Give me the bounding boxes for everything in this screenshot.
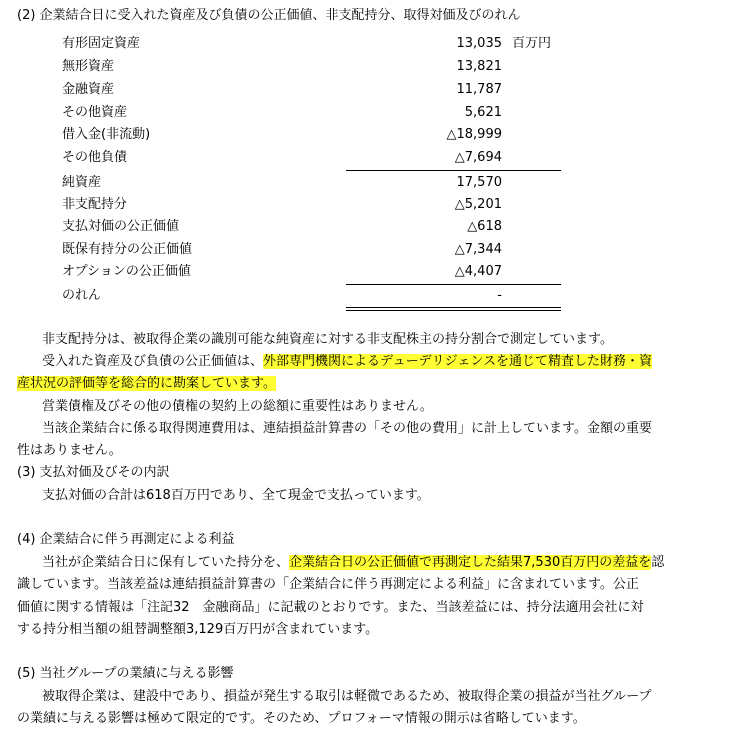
highlighted-text: 産状況の評価等を総合的に勘案しています。 xyxy=(17,376,276,391)
section4-text: 当社が企業結合日に保有していた持分を、 xyxy=(42,555,290,570)
row-label: その他資産 xyxy=(62,105,128,120)
section4-heading: (4) 企業結合に伴う再測定による利益 xyxy=(17,532,235,547)
row-value: △5,201 xyxy=(454,197,502,212)
section4-line: 識しています。当該差益は連結損益計算書の「企業結合に伴う再測定による利益」に含まれています。公正 xyxy=(17,577,639,592)
row-value: - xyxy=(497,288,502,303)
section5-line: 被取得企業は、建設中であり、損益が発生する取引は軽微であるため、被取得企業の損益が当社グループ xyxy=(42,689,652,704)
row-label: 支払対価の公正価値 xyxy=(62,219,180,234)
highlighted-text: 企業結合日の公正価値で再測定した結果7,530百万円の差益を xyxy=(289,555,652,570)
subtotal-rule xyxy=(346,170,561,171)
row-value: 17,570 xyxy=(456,175,502,190)
note-text: 受入れた資産及び負債の公正価値は、 xyxy=(42,354,264,369)
row-value: △7,344 xyxy=(454,242,502,257)
total-rule xyxy=(346,284,561,285)
row-value: 5,621 xyxy=(464,105,502,120)
row-value: △7,694 xyxy=(454,150,502,165)
row-label: 無形資産 xyxy=(62,59,115,74)
row-value: △618 xyxy=(467,219,502,234)
section5-line: の業績に与える影響は極めて限定的です。そのため、プロフォーマ情報の開示は省略しています。 xyxy=(17,711,586,726)
section4-line: する持分相当額の組替調整額3,129百万円が含まれています。 xyxy=(17,622,379,637)
row-value: △4,407 xyxy=(454,264,502,279)
row-label: 有形固定資産 xyxy=(62,36,141,51)
section2-heading: (2) 企業結合日に受入れた資産及び負債の公正価値、非支配持分、取得対価及びのれん xyxy=(17,8,521,23)
row-label: 金融資産 xyxy=(62,82,115,97)
row-value: 13,821 xyxy=(456,59,502,74)
row-label: のれん xyxy=(62,288,102,303)
row-value: △18,999 xyxy=(446,127,502,142)
section3-heading: (3) 支払対価及びその内訳 xyxy=(17,465,170,480)
row-label: オプションの公正価値 xyxy=(62,264,191,279)
row-label: その他負債 xyxy=(62,150,128,165)
note-paragraph xyxy=(42,352,652,372)
note-paragraph: 当該企業結合に係る取得関連費用は、連結損益計算書の「その他の費用」に計上しています。金額の重要 xyxy=(42,421,652,436)
section4-text: 認 xyxy=(651,555,665,570)
unit-label: 百万円 xyxy=(512,36,552,51)
row-value: 11,787 xyxy=(456,82,502,97)
note-paragraph: 性はありません。 xyxy=(17,443,122,458)
row-label: 非支配持分 xyxy=(62,197,128,212)
note-paragraph: 営業債権及びその他の債権の契約上の総額に重要性はありません。 xyxy=(42,399,433,414)
highlighted-text: 外部専門機関によるデューデリジェンスを通じて精査した財務・資 xyxy=(263,354,652,369)
row-label: 借入金(非流動) xyxy=(62,127,151,142)
section4-line: 価値に関する情報は「注記32 金融商品」に記載のとおりです。また、当該差益には、持分法適用会社に対 xyxy=(17,600,644,615)
note-paragraph: 非支配持分は、被取得企業の識別可能な純資産に対する非支配株主の持分割合で測定しています。 xyxy=(42,332,613,347)
note-paragraph xyxy=(17,374,276,394)
section3-body: 支払対価の合計は618百万円であり、全て現金で支払っています。 xyxy=(42,488,430,503)
section4-line xyxy=(42,553,664,573)
row-value: 13,035 xyxy=(456,36,502,51)
row-label: 既保有持分の公正価値 xyxy=(62,242,193,257)
section5-heading: (5) 当社グループの業績に与える影響 xyxy=(17,666,234,681)
row-label: 純資産 xyxy=(62,175,102,190)
double-rule xyxy=(346,307,561,311)
